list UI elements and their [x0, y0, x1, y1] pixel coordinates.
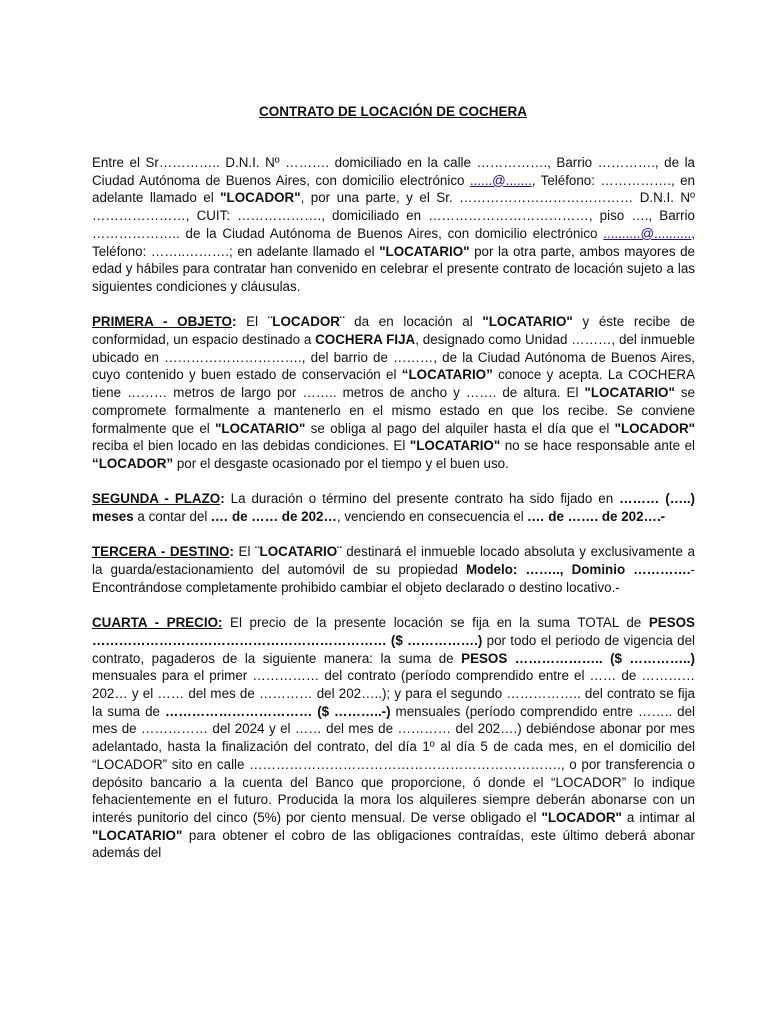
text: a intimar al [621, 809, 695, 825]
text: por la otra parte, ambos mayores de edad y hábiles para contratar han convenido en celebrar el presente contrato de locación sujeto a las siguientes condiciones y cláusulas. [92, 243, 695, 294]
text: , Teléfono: ……………., en adelante llamado el [92, 172, 695, 206]
text: no se hace responsable ante el [500, 438, 695, 454]
text: El precio de la presente locación se fija en la suma TOTAL de [222, 615, 649, 631]
end-date: .… de ……. de 202….- [527, 509, 666, 525]
text: se obliga al pago del alquiler hasta el día que el [305, 420, 615, 436]
text: conoce y acepta. La COCHERA tiene ……… metros de largo por …….. metros de ancho y ……. de altura. El [92, 367, 695, 401]
locatario-term: "LOCATARIO" [215, 420, 306, 436]
text: El [233, 544, 256, 560]
text: destinará el inmueble locado absoluta y exclusivamente a la guarda/estacionamiento del automóvil de su propiedad [92, 544, 695, 578]
locatario-term: ¨LOCATARIO¨ [255, 544, 342, 560]
locador-email-link[interactable]: ......@....... [469, 172, 532, 188]
text: para obtener el cobro de las obligaciones contraídas, este último deberá abonar además del [92, 827, 695, 861]
text: El [236, 314, 268, 330]
text: Entre el Sr………….. D.N.I. Nº ………. domiciliado en la calle ……………., Barrio …………., de la Ciudad Autónoma de Buenos Aires, con domicilio electrónico [92, 155, 695, 188]
locatario-term: "LOCATARIO" [409, 438, 501, 454]
locatario-term: "LOCATARIO" [584, 385, 675, 401]
text: , por una parte, y el Sr. ………………………………… D.N.I. Nº …………………, CUIT: ………………., domiciliado en ………………………………, piso …., Barrio ……………….. de la Ciudad Autónoma de Buenos Aires, con domicilio electrónico [92, 190, 695, 241]
text: La duración o término del presente contrato ha sido fijado en [224, 491, 620, 507]
locador-term: "LOCADOR" [614, 420, 695, 436]
text: , Teléfono: ……..……….; en adelante llamado el [92, 225, 695, 259]
start-date: .… de …… de 202… [211, 509, 337, 525]
locatario-term: “LOCATARIO” [401, 367, 493, 383]
locatario-email-link[interactable]: ..........@.......... [603, 225, 692, 241]
text: se compromete formalmente a mantenerlo en el mismo estado en que los recibe. Se conviene formalmente que el [92, 385, 695, 436]
locatario-term: "LOCATARIO" [379, 243, 470, 259]
parties-paragraph [92, 154, 695, 296]
total-price: PESOS ………………………………………………………… ($ …………….) [92, 615, 695, 648]
text: , designado como Unidad ………, del inmueble ubicado en …………………………., del barrio de ………, de la Ciudad Autónoma de Buenos Aires, cuyo contenido y buen estado de conservación el [92, 332, 695, 383]
term-months: ……… (…..) meses [92, 491, 695, 525]
clause-cuarta [92, 614, 695, 862]
text: por todo el periodo de vigencia del contrato, pagaderos de la siguiente manera: la suma de [92, 632, 695, 666]
text: por el desgaste ocasionado por el tiempo y el buen uso. [173, 455, 509, 471]
text: reciba el bien locado en las debidas condiciones. El [92, 438, 410, 454]
locador-term: "LOCADOR" [220, 190, 301, 206]
text: y éste recibe de conformidad, un espacio destinado a [92, 314, 695, 348]
locador-term: “LOCADOR” [92, 455, 174, 471]
clause-colon: : [220, 491, 225, 507]
monthly-price-first: PESOS ……………….. ($ …………..) [461, 650, 695, 666]
document-title: CONTRATO DE LOCACIÓN DE COCHERA [258, 104, 527, 119]
text: , venciendo en consecuencia el [336, 509, 528, 525]
clause-colon: : [229, 544, 234, 560]
locador-term: "LOCADOR" [541, 809, 622, 825]
vehicle-plate: Dominio …………. [571, 562, 691, 578]
clause-colon: : [231, 314, 237, 330]
clause-segunda [92, 490, 695, 525]
text: mensuales para el primer …………… del contrato (período comprendido entre el …… de ………… 202… y el …… del mes de ………… del 202…..); y para el segundo …………….. del contrato se fija la suma de [92, 668, 695, 719]
locatario-term: "LOCATARIO" [92, 827, 183, 843]
vehicle-model: Modelo: …….., [466, 562, 564, 578]
document-body [92, 154, 695, 880]
monthly-price-second: …………………………… ($ ………..-) [164, 703, 391, 719]
clause-primera [92, 313, 695, 472]
clause-heading: CUARTA - PRECIO: [92, 615, 223, 631]
locatario-term: "LOCATARIO" [482, 314, 573, 330]
text: a contar del [133, 509, 212, 525]
clause-heading: TERCERA - DESTINO [92, 544, 230, 560]
clause-tercera [92, 543, 695, 596]
cochera-term: COCHERA FIJA [315, 332, 416, 348]
text: - Encontrándose completamente prohibido cambiar el objeto declarado o destino locativo.- [92, 562, 695, 595]
locador-term: ¨LOCADOR¨ [267, 314, 345, 330]
clause-heading: PRIMERA - OBJETO [92, 314, 232, 330]
text [563, 562, 571, 577]
text: da en locación al [344, 314, 483, 330]
text: mensuales (período comprendido entre …….. del mes de …………… del 2024 y el …… del mes de ………… del 202….) debiéndose abonar por mes adelantado, hasta la finalización del contrato, del día 1º al día 5 de cada mes, en el domicilio del “LOCADOR” sito en calle ……………………………………………………………., o por transferencia o depósito bancario a la cuenta del Banco que proporcione, ó donde el “LOCADOR” lo indique fehacientemente en el futuro. Producida la mora los alquileres siempre deberán abonarse con un interés punitorio del cinco (5%) por ciento mensual. De verse obligado el [92, 703, 695, 825]
clause-heading: SEGUNDA - PLAZO [92, 491, 221, 507]
